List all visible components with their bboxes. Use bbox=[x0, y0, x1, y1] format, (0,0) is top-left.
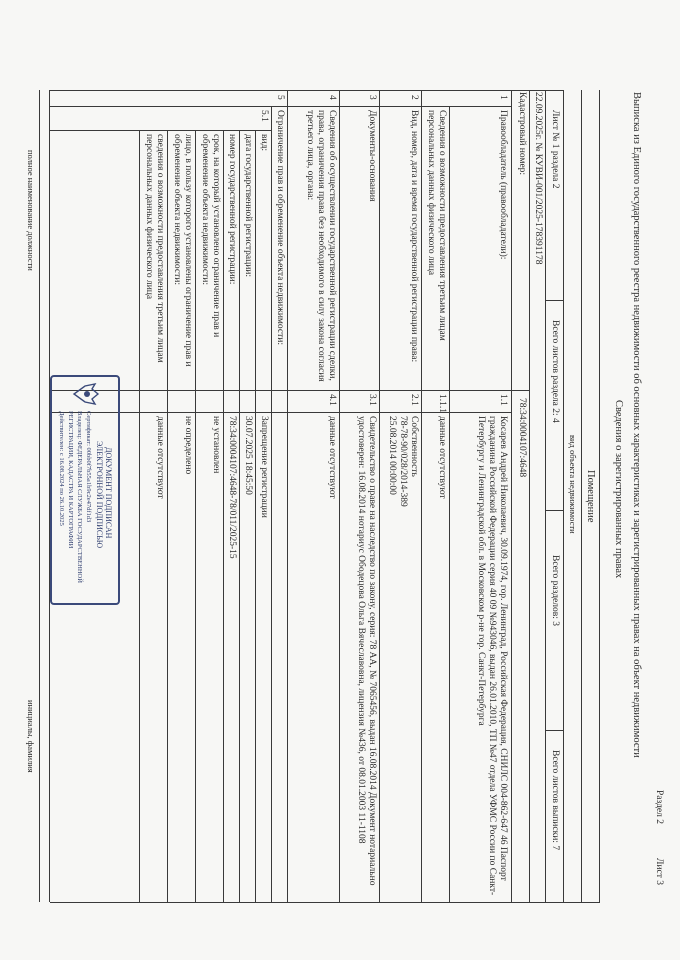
stamp-line-2: ЭЛЕКТРОННОЙ ПОДПИСЬЮ bbox=[95, 441, 104, 549]
row-4-value: данные отсутствуют bbox=[327, 416, 337, 499]
document-title: Выписка из Единого государственного реестра недвижимости об основных характеристиках и зарегистрированных правах на объект недвижимости bbox=[631, 92, 642, 758]
row-1-sub: 1.1 bbox=[498, 394, 508, 406]
row-5-label: Ограничение прав и обременение объекта недвижимости: bbox=[275, 110, 285, 345]
sheets-in-extract: Всего листов выписки: 7 bbox=[550, 750, 560, 851]
position-caption: полное наименование должности bbox=[26, 150, 36, 271]
row-3-sub: 3.1 bbox=[367, 394, 377, 406]
encumbrance-personal-data-label: сведения о возможности предоставления третьим лицам персональных данных физического лица bbox=[144, 134, 165, 363]
row-1-label: Правообладатель (правообладатели): bbox=[498, 110, 508, 260]
encumbrance-kind-label: вид: bbox=[259, 134, 269, 152]
row-2-right-type: Собственность bbox=[409, 416, 419, 477]
encumbrance-number-label: номер государственной регистрации: bbox=[227, 134, 237, 285]
encumbrance-term-value: не установлен bbox=[211, 416, 221, 474]
row-2-label: Вид, номер, дата и время государственной регистрации права: bbox=[409, 110, 419, 363]
encumbrance-date-label: дата государственной регистрации: bbox=[243, 134, 253, 278]
row-4-label: Сведения об осуществлении государственной регистрации сделки, права, ограничения права без необходимого в силу закона согласия третьего лица, органа: bbox=[305, 110, 337, 382]
encumbrance-personal-data-value: данные отсутствуют bbox=[155, 416, 165, 499]
object-type-value: Помещение bbox=[585, 470, 596, 523]
object-type-caption: вид объекта недвижимости bbox=[568, 435, 578, 534]
stamp-line-6: Действителен: с 16.08.2024 по 26.10.2025 bbox=[58, 411, 65, 526]
document-subtitle: Сведения о зарегистрированных правах bbox=[613, 400, 624, 579]
encumbrance-beneficiary-label: лицо, в пользу которого установлены ограничение прав и обременение объекта недвижимости: bbox=[172, 134, 193, 367]
cadastral-number: 78:34:0004107:4648 bbox=[517, 398, 527, 478]
row-2-number: 2 bbox=[409, 95, 419, 100]
row-5-1-sub: 5.1 bbox=[259, 110, 269, 122]
sections-total: Всего разделов: 3 bbox=[550, 555, 560, 627]
section-label: Раздел 2 bbox=[654, 790, 664, 824]
encumbrance-beneficiary-value: не определено bbox=[183, 416, 193, 475]
row-4-sub: 4.1 bbox=[327, 394, 337, 406]
row-5-number: 5 bbox=[275, 95, 285, 100]
sheet-label: Лист 3 bbox=[654, 858, 664, 886]
row-1-number: 1 bbox=[498, 95, 508, 100]
stamp-line-3: Сертификат: 00bb0f7b55a1b9c2e47df1d3 bbox=[85, 411, 92, 523]
row-1-1-sub: 1.1.1 bbox=[437, 394, 447, 413]
date-number: 22.09.2025г. № КУВИ-001/2025-178391178 bbox=[533, 92, 543, 265]
row-1-value: Косарев Андрей Николаевич, 30.09.1974, гор. Ленинград, Российская Федерация, СНИЛС 004-862-647 46 Паспорт гражданина Российской Федерации серия 40 09 №943046, выдан 26.01.2010, ТП №47 отдела УФМС России по Санкт-Петербургу и Ленинградской обл. в Московском р-не гор. Санкт-Петербурга bbox=[476, 416, 508, 896]
row-1-1-label: Сведения о возможности предоставления третьим лицам персональных данных физического лица bbox=[426, 110, 447, 341]
sheet-of-section: Лист № 1 раздела 2 bbox=[550, 110, 560, 189]
row-4-number: 4 bbox=[327, 95, 337, 100]
sheets-in-section: Всего листов раздела 2: 4 bbox=[550, 320, 560, 423]
encumbrance-number-value: 78:34:0004107:4648-78/011/2025-15 bbox=[227, 416, 237, 559]
encumbrance-kind-value: Запрещение регистрации bbox=[259, 416, 269, 518]
row-2-reg-date: 25.08.2014 00:00:00 bbox=[387, 416, 397, 495]
emblem-icon bbox=[71, 381, 101, 407]
row-3-number: 3 bbox=[367, 95, 377, 100]
row-3-label: Документы-основания bbox=[367, 110, 377, 202]
row-2-sub: 2.1 bbox=[409, 394, 419, 406]
row-1-1-value: данные отсутствуют bbox=[437, 416, 447, 499]
encumbrance-term-label: срок, на который установлено ограничение прав и обременение объекта недвижимости: bbox=[200, 134, 221, 338]
stamp-line-4: Владелец: ФЕДЕРАЛЬНАЯ СЛУЖБА ГОСУДАРСТВЕННОЙ bbox=[76, 411, 83, 583]
stamp-line-1: ДОКУМЕНТ ПОДПИСАН bbox=[104, 447, 113, 539]
row-3-value: Свидетельство о праве на наследство по закону, серия: 78 АА, № 7065456, выдан 16.08.2014 Документ нотариально удостоверен: 16.08.2014 нотариус Ободецова Ольга Вячеславовна, лицензия №436, от 08.01.2003 11-1108 bbox=[356, 416, 377, 886]
signature-caption: инициалы, фамилия bbox=[26, 700, 36, 773]
stamp-line-5: РЕГИСТРАЦИИ, КАДАСТРА И КАРТОГРАФИИ bbox=[67, 411, 74, 549]
e-signature-stamp bbox=[50, 375, 120, 605]
encumbrance-date-value: 30.07.2025 18:45:50 bbox=[243, 416, 253, 495]
row-2-reg-number: 78-78-90/028/2014-389 bbox=[398, 416, 408, 507]
cadastral-label: Кадастровый номер: bbox=[517, 92, 527, 176]
